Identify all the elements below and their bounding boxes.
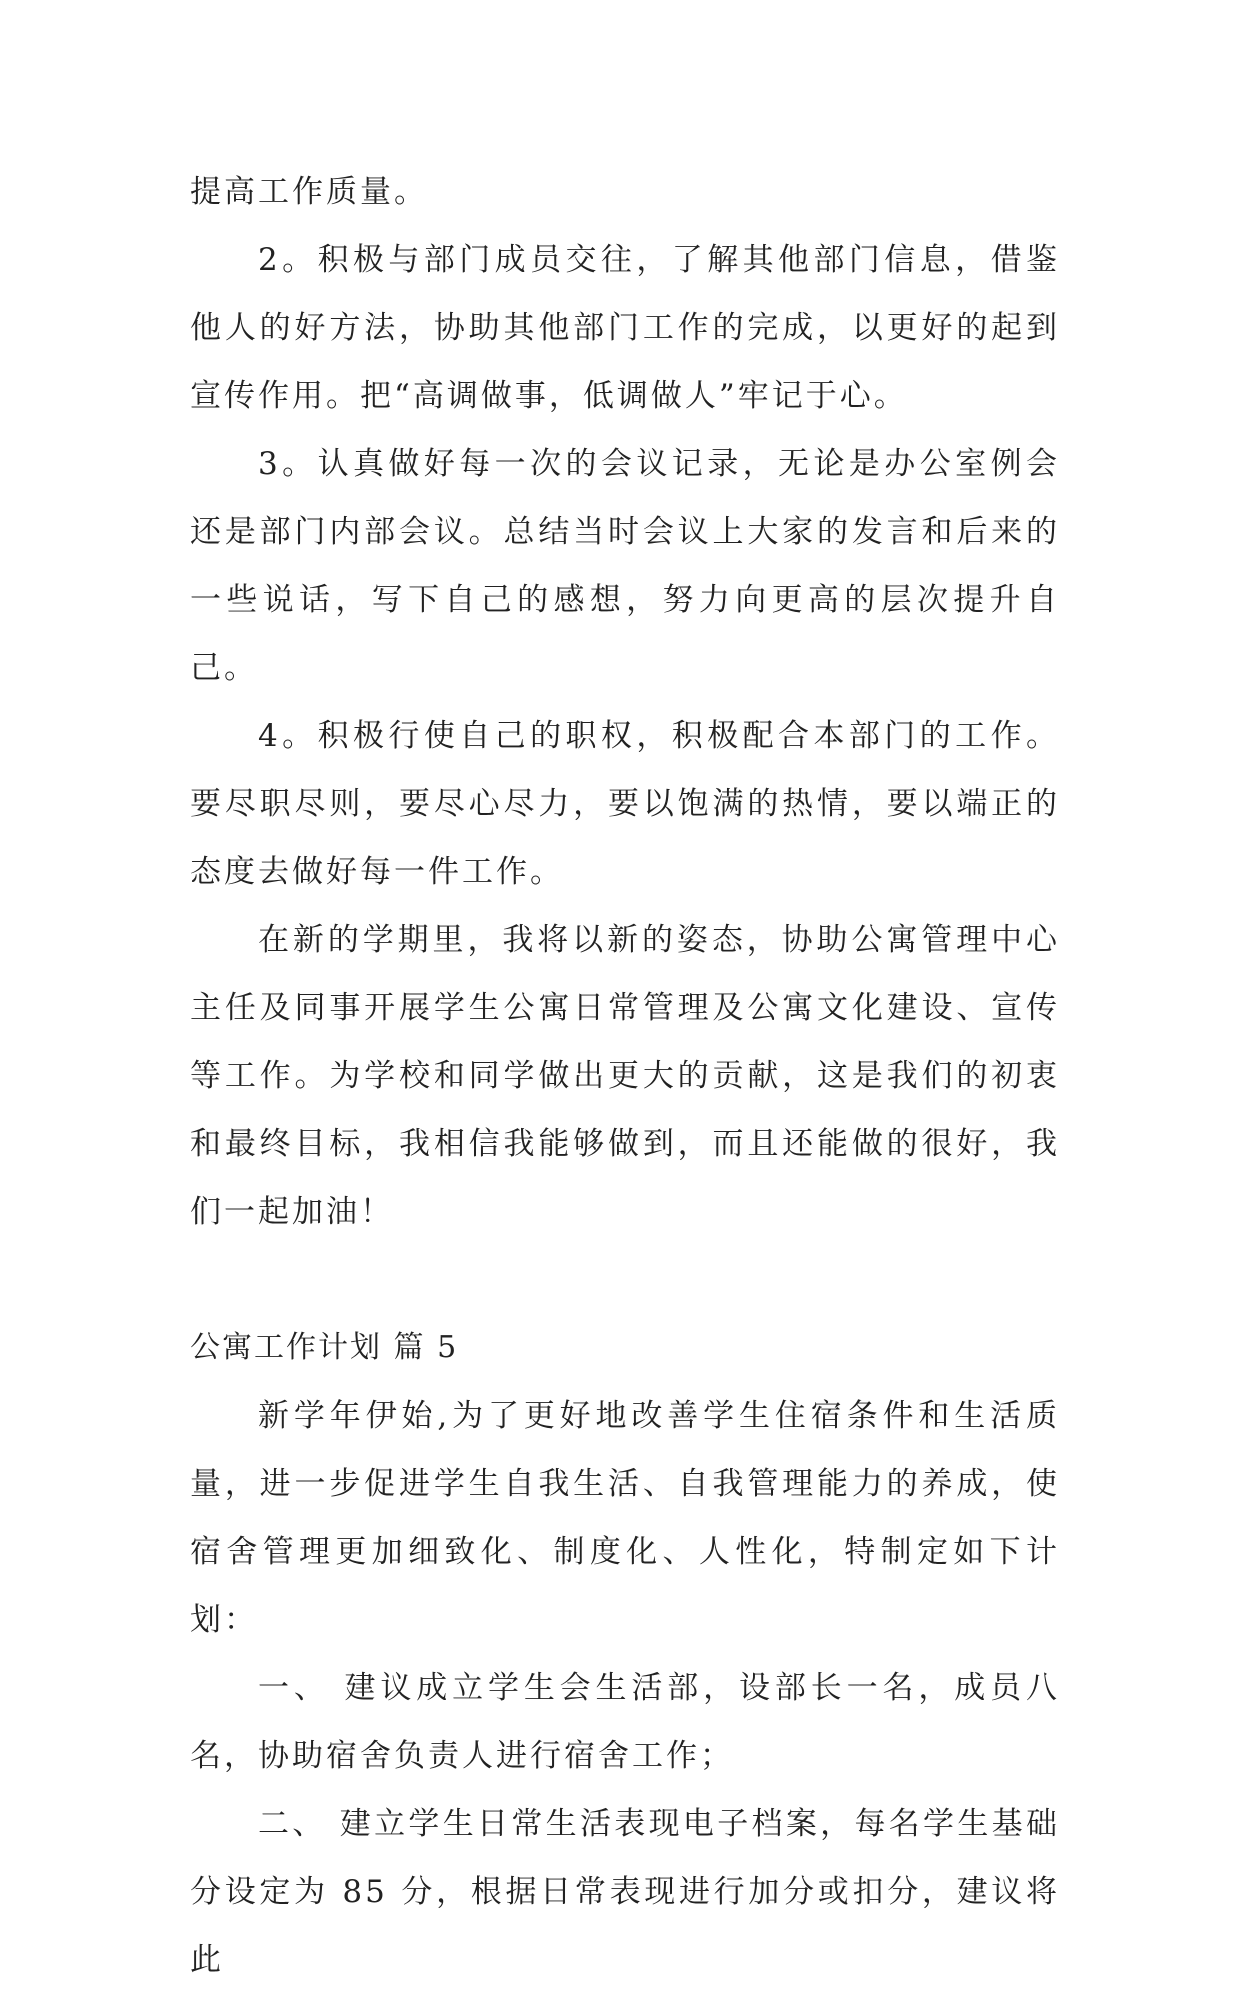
paragraph-intro: 新学年伊始,为了更好地改善学生住宿条件和生活质量，进一步促进学生自我生活、自我管理能力的养成，使宿舍管理更加细致化、制度化、人性化，特制定如下计划： <box>190 1398 1060 1638</box>
section-gap <box>190 1246 1060 1314</box>
paragraph-item-2: 2。积极与部门成员交往，了解其他部门信息，借鉴他人的好方法，协助其他部门工作的完成，以更好的起到宣传作用。把“高调做事，低调做人”牢记于心。 <box>190 242 1060 414</box>
paragraph-plan-1: 一、 建议成立学生会生活部，设部长一名，成员八名，协助宿舍负责人进行宿舍工作； <box>190 1670 1060 1774</box>
paragraph-conclusion: 在新的学期里，我将以新的姿态，协助公寓管理中心主任及同事开展学生公寓日常管理及公寓文化建设、宣传等工作。为学校和同学做出更大的贡献，这是我们的初衷和最终目标，我相信我能够做到，而且还能做的很好，我们一起加油！ <box>190 922 1060 1230</box>
paragraph-item-3: 3。认真做好每一次的会议记录，无论是办公室例会还是部门内部会议。总结当时会议上大家的发言和后来的一些说话，写下自己的感想，努力向更高的层次提升自己。 <box>190 446 1060 686</box>
paragraph-continuation: 提高工作质量。 <box>190 174 428 210</box>
paragraph-plan-2: 二、 建立学生日常生活表现电子档案，每名学生基础分设定为 85 分，根据日常表现进行加分或扣分，建议将此 <box>190 1806 1060 1978</box>
paragraph-item-4: 4。积极行使自己的职权，积极配合本部门的工作。要尽职尽则，要尽心尽力，要以饱满的热情，要以端正的态度去做好每一件工作。 <box>190 718 1060 890</box>
section-heading: 公寓工作计划 篇 5 <box>190 1330 459 1365</box>
document-body <box>190 158 1060 1994</box>
